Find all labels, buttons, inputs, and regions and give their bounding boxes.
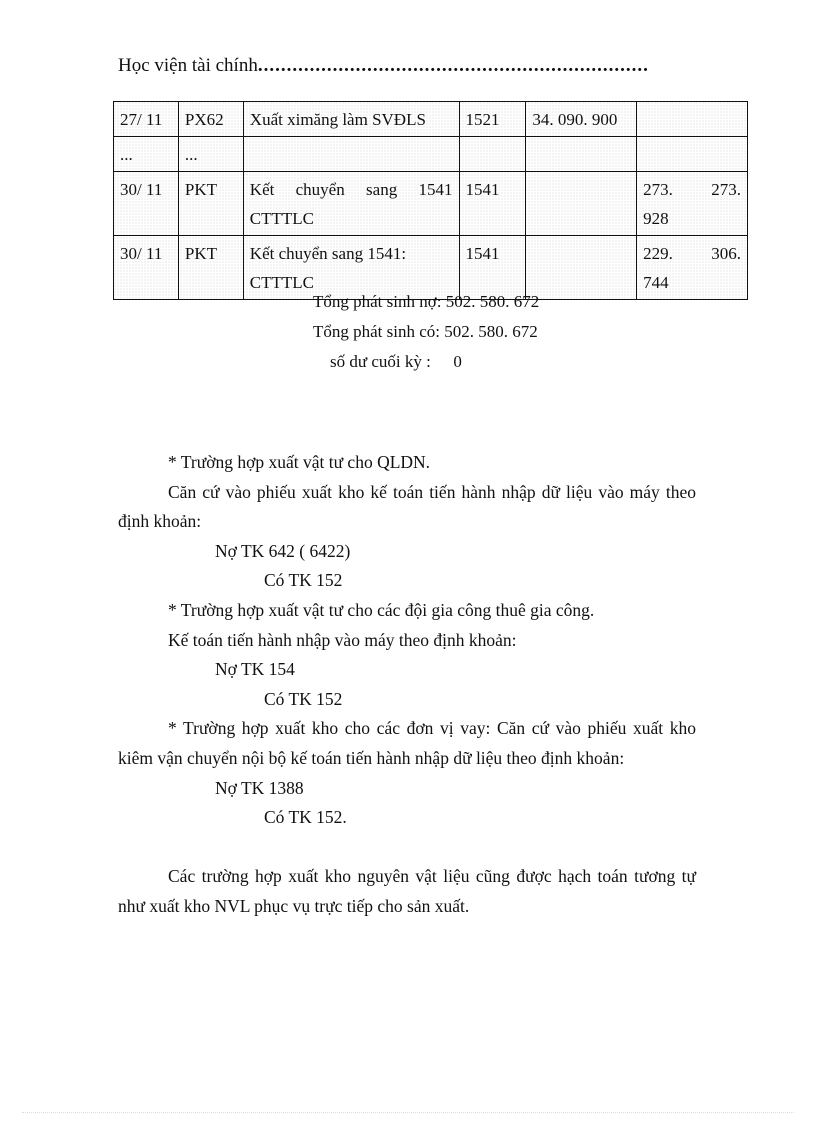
cell-date: 30/ 11 [114,236,179,300]
cell-account [459,137,526,172]
cell-credit [637,172,748,236]
cell-doc: PKT [178,236,243,300]
cell-description: Xuất ximăng làm SVĐLS [243,102,459,137]
description-line-2: CTTTLC [249,209,315,228]
paragraph: Kế toán tiến hành nhập vào máy theo định khoản: [168,629,517,650]
credit-part: 273. [643,180,673,199]
spacer [118,833,696,863]
entry-credit: Có TK 152. [264,807,347,828]
header-dotted-leader: .................................................................... [257,55,649,76]
cell-debit [526,236,637,300]
cell-doc: PKT [178,172,243,236]
cell-credit [637,102,748,137]
credit-part: 306. [711,244,741,263]
table-row [114,172,748,236]
cell-credit [637,236,748,300]
bottom-border [22,1112,794,1113]
cell-credit [637,137,748,172]
paragraph: * Trường hợp xuất vật tư cho QLDN. [168,452,431,472]
description-line-1: Kết chuyển sang 1541: [249,244,407,263]
balance-value: 0 [453,352,462,371]
desc-word: Kết [249,180,275,199]
cell-description [243,137,459,172]
table-row [114,102,748,137]
total-credit: Tổng phát sinh có: 502. 580. 672 [313,322,538,341]
credit-line-1 [643,239,741,268]
total-debit: Tổng phát sinh nợ: 502. 580. 672 [313,292,540,311]
credit-line-2: 928 [643,209,669,228]
desc-word: sang [366,180,398,199]
balance-label: số dư cuối kỳ : [330,352,431,371]
entry-debit: Nợ TK 1388 [215,777,304,798]
cell-debit [526,172,637,236]
cell-account: 1521 [459,102,526,137]
credit-part: 273. [711,180,741,199]
closing-balance [330,347,462,377]
cell-debit [526,137,637,172]
paragraph: Các trường hợp xuất kho nguyên vật liệu cũng được hạch toán tương tự như xuất kho NVL phục vụ trực tiếp cho sản xuất. [118,866,696,916]
entry-debit: Nợ TK 154 [215,659,295,680]
desc-word: 1541 [418,180,453,199]
cell-date: 27/ 11 [114,102,179,137]
entry-credit: Có TK 152 [264,570,343,591]
description-line-1 [250,175,453,204]
cell-date: 30/ 11 [114,172,179,236]
description-line-2: CTTTLC [249,273,315,292]
entry-debit: Nợ TK 642 ( 6422) [215,540,351,561]
page-header [118,54,708,78]
paragraph: * Trường hợp xuất vật tư cho các đội gia công thuê gia công. [168,599,595,620]
ledger-table [113,101,748,300]
cell-account: 1541 [459,236,526,300]
cell-account: 1541 [459,172,526,236]
cell-debit: 34. 090. 900 [526,102,637,137]
desc-word: chuyển [295,180,345,199]
cell-doc: PX62 [178,102,243,137]
cell-date: ... [114,137,179,172]
entry-credit: Có TK 152 [264,688,343,709]
cell-doc: ... [178,137,243,172]
paragraph: * Trường hợp xuất kho cho các đơn vị vay: Căn cứ vào phiếu xuất kho kiêm vận chuyển nội bộ kế toán tiến hành nhập dữ liệu theo định khoản: [118,718,696,768]
cell-description [243,172,459,236]
credit-line-2: 744 [643,273,669,292]
credit-part: 229. [643,244,673,263]
credit-line-1 [643,175,741,204]
header-title: Học viện tài chính [118,55,258,76]
table-row [114,137,748,172]
paragraph: Căn cứ vào phiếu xuất kho kế toán tiến hành nhập dữ liệu vào máy theo định khoản: [118,481,696,532]
body-text [118,448,696,922]
